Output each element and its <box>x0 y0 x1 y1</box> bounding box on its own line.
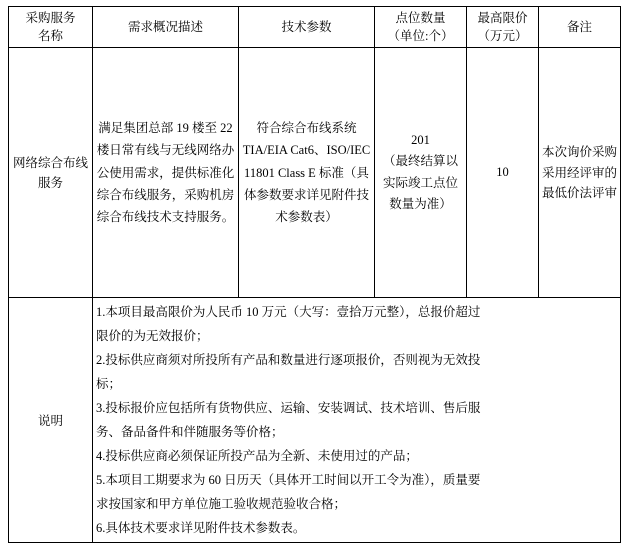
note-line: 务、备品备件和伴随服务等价格； <box>96 425 284 440</box>
table-header-row <box>9 7 621 48</box>
note-line: 5.本项目工期要求为 60 日历天（具体开工时间以开工令为准），质量要 <box>96 473 481 488</box>
note-line: 标； <box>96 377 122 392</box>
note-line: 2.投标供应商须对所投所有产品和数量进行逐项报价，否则视为无效投 <box>96 353 481 368</box>
column-header-tech-params: 技术参数 <box>239 7 375 48</box>
cell-remark: 本次询价采购采用经评审的最低价法评审 <box>539 48 621 298</box>
point-quantity-note: （最终结算以实际竣工点位数量为准） <box>382 154 458 212</box>
column-header-point-quantity: 点位数量 （单位:个） <box>375 7 467 48</box>
cell-service-name: 网络综合布线服务 <box>9 48 93 298</box>
note-line: 4.投标供应商必须保证所投产品为全新、未使用过的产品； <box>96 449 418 464</box>
note-line: 6.具体技术要求详见附件技术参数表。 <box>96 521 306 536</box>
note-line: 求按国家和甲方单位施工验收规范验收合格； <box>96 497 347 512</box>
cell-max-price: 10 <box>467 48 539 298</box>
cell-description: 满足集团总部 19 楼至 22 楼日常有线与无线网络办公使用需求，提供标准化综合布线服务，采购机房综合布线技术支持服务。 <box>93 48 239 298</box>
note-line: 1.本项目最高限价为人民币 10 万元（大写：壹拾万元整），总报价超过 <box>96 305 481 320</box>
table-row <box>9 48 621 298</box>
column-header-description: 需求概况描述 <box>93 7 239 48</box>
column-header-max-price: 最高限价 （万元） <box>467 7 539 48</box>
note-line: 3.投标报价应包括所有货物供应、运输、安装调试、技术培训、售后服 <box>96 401 481 416</box>
cell-point-quantity <box>375 48 467 298</box>
table-body <box>9 48 621 543</box>
cell-notes-label: 说明 <box>9 298 93 543</box>
note-line: 限价的为无效报价； <box>96 329 209 344</box>
cell-notes-body <box>93 298 621 543</box>
table-header <box>9 7 621 48</box>
procurement-requirements-table <box>8 6 621 543</box>
table-row-notes <box>9 298 621 543</box>
document-page <box>0 6 630 536</box>
column-header-service-name: 采购服务 名称 <box>9 7 93 48</box>
column-header-remark: 备注 <box>539 7 621 48</box>
point-quantity-value: 201 <box>411 132 430 147</box>
cell-tech-params: 符合综合布线系统TIA/EIA Cat6、ISO/IEC 11801 Class E 标准（具体参数要求详见附件技术参数表） <box>239 48 375 298</box>
